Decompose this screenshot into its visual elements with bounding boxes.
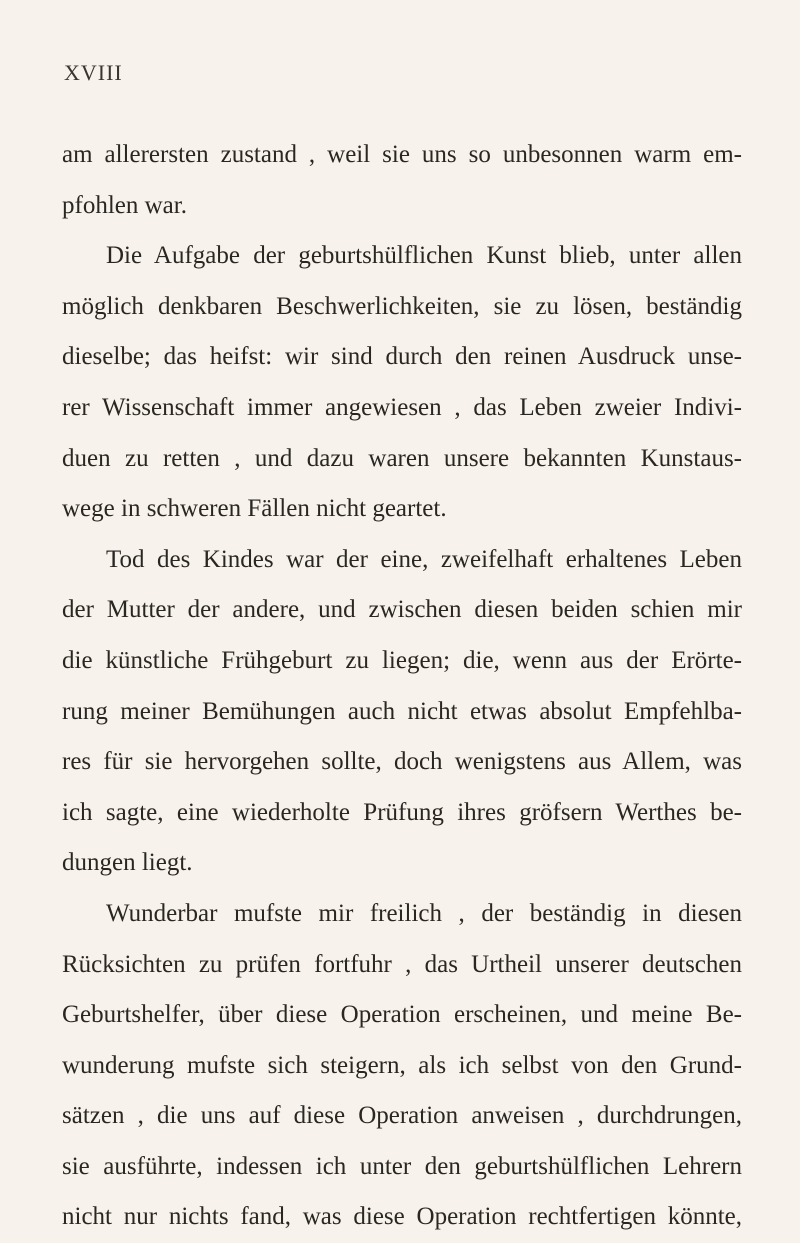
text-line: wege in schweren Fällen nicht geartet. [62,495,447,523]
text-line: duen zu retten , und dazu waren unsere bekannten Kunstaus- [62,444,742,472]
text-line: res für sie hervorgehen sollte, doch wenigstens aus Allem, was [62,748,742,776]
text-line: nicht nur nichts fand, was diese Operation rechtfertigen könnte, [62,1203,742,1231]
text-line: möglich denkbaren Beschwerlichkeiten, sie zu lösen, beständig [62,292,742,320]
text-line: Rücksichten zu prüfen fortfuhr , das Urtheil unserer deutschen [62,950,742,978]
text-line: dieselbe; das heifst: wir sind durch den reinen Ausdruck unse- [62,343,742,371]
text-line: am allerersten zustand , weil sie uns so unbesonnen warm em- [62,141,742,168]
text-line: sätzen , die uns auf diese Operation anweisen , durchdrungen, [62,1102,742,1130]
page-number: XVIII [64,60,123,85]
text-line: rer Wissenschaft immer angewiesen , das Leben zweier Indivi- [62,393,742,421]
text-line: rung meiner Bemühungen auch nicht etwas absolut Empfehlba- [62,697,742,725]
text-line: die künstliche Frühgeburt zu liegen; die, wenn aus der Erörte- [62,646,742,674]
text-line: dungen liegt. [62,849,193,877]
text-line: Tod des Kindes war der eine, zweifelhaft erhaltenes Leben [106,545,742,573]
text-line: der Mutter der andere, und zwischen diesen beiden schien mir [62,596,742,624]
text-line: Die Aufgabe der geburtshülflichen Kunst blieb, unter allen [106,242,742,270]
text-line: Geburtshelfer, über diese Operation erscheinen, und meine Be- [62,1001,742,1029]
text-line: wunderung mufste sich steigern, als ich selbst von den Grund- [62,1051,742,1079]
text-line: pfohlen war. [62,191,187,219]
text-line: ich sagte, eine wiederholte Prüfung ihres gröfsern Werthes be- [62,798,742,826]
body-text [62,130,742,1243]
text-line: Wunderbar mufste mir freilich , der beständig in diesen [106,899,742,927]
text-line: sie ausführte, indessen ich unter den geburtshülflichen Lehrern [62,1152,742,1180]
